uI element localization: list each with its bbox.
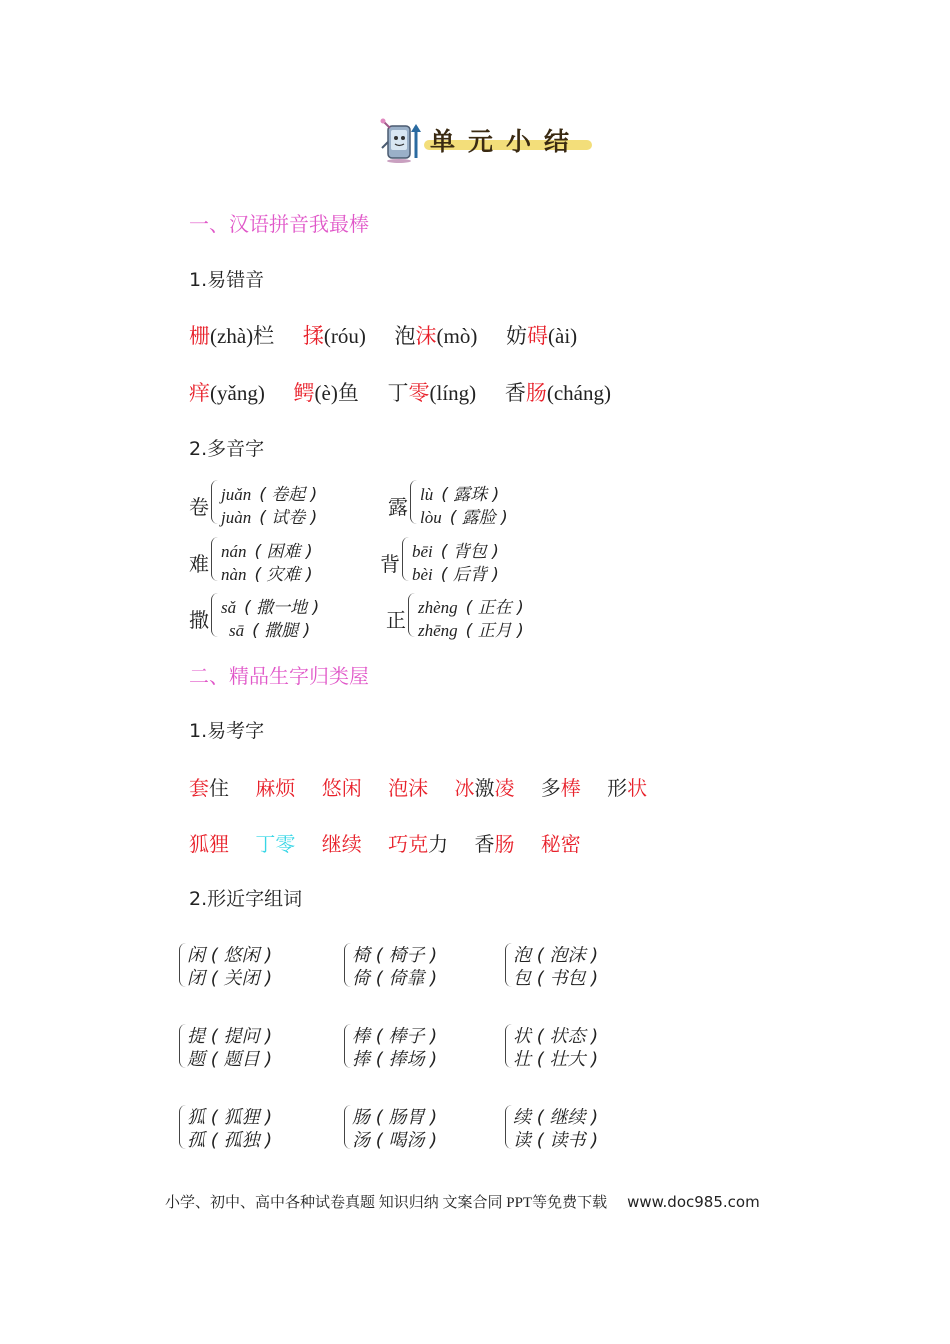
subheading-similar-chars: 2.形近字组词: [189, 888, 303, 910]
word-item: 巧克力: [388, 832, 449, 856]
word-item: 冰激凌: [454, 776, 515, 800]
reading-line: bèi ( 后背 ): [412, 565, 499, 585]
word-item: 秘密: [540, 832, 581, 856]
brace: [211, 593, 218, 637]
similar-line: 闭 ( 关闭 ): [187, 968, 273, 989]
footer-text: 小学、初中、高中各种试卷真题 知识归纳 文案合同 PPT等免费下载: [165, 1195, 608, 1211]
reading-line: juǎn ( 卷起 ): [221, 485, 318, 505]
polyphonic-char: 难: [189, 552, 209, 576]
reading-line: juàn ( 试卷 ): [221, 508, 318, 528]
polyphonic-char: 背: [380, 552, 400, 576]
similar-char-group: [179, 1022, 329, 1072]
word-item: 鳄(è)鱼: [293, 381, 359, 405]
polyphonic-group: [189, 591, 379, 641]
similar-line: 提 ( 提问 ): [187, 1026, 273, 1047]
word-item: 麻烦: [255, 776, 296, 800]
similar-line: 壮 ( 壮大 ): [513, 1049, 599, 1070]
word-item: 丁零: [255, 832, 296, 856]
reading-line: lù ( 露珠 ): [420, 485, 500, 505]
brace: [179, 1105, 186, 1149]
polyphonic-group: [388, 478, 578, 528]
reading-line: bēi ( 背包 ): [412, 542, 499, 562]
similar-char-group: [344, 1103, 494, 1153]
subheading-test-words: 1.易考字: [189, 720, 265, 742]
reading-line: nán ( 困难 ): [221, 542, 313, 562]
polyphonic-char: 露: [388, 495, 408, 519]
polyphonic-group: [189, 478, 379, 528]
word-item: 香肠(cháng): [504, 381, 611, 405]
similar-char-group: [179, 1103, 329, 1153]
unit-summary-title: [376, 118, 606, 162]
phone-mascot-icon: [376, 118, 430, 164]
word-item: 香肠: [474, 832, 515, 856]
brace: [505, 1105, 512, 1149]
brace: [211, 480, 218, 524]
similar-line: 肠 ( 肠胃 ): [352, 1107, 438, 1128]
reading-line: lòu ( 露脸 ): [420, 508, 508, 528]
word-item: 丁零(líng): [387, 381, 477, 405]
reading-line: sǎ ( 撒一地 ): [221, 598, 320, 618]
polyphonic-char: 正: [386, 608, 406, 632]
brace: [179, 1024, 186, 1068]
word-item: 泡沫: [388, 776, 429, 800]
error-prone-row-1: [189, 320, 577, 350]
brace: [402, 537, 409, 581]
word-item: 栅(zhà)栏: [189, 324, 275, 348]
reading-line: zhèng ( 正在 ): [418, 598, 524, 618]
word-item: 继续: [321, 832, 362, 856]
brace: [505, 1024, 512, 1068]
brace: [344, 1024, 351, 1068]
similar-line: 倚 ( 倚靠 ): [352, 968, 438, 989]
reading-line: sā ( 撒腿 ): [229, 621, 311, 641]
test-words-row-1: [189, 772, 647, 801]
similar-char-group: [344, 1022, 494, 1072]
word-item: 套住: [189, 776, 229, 800]
similar-line: 状 ( 状态 ): [513, 1026, 599, 1047]
polyphonic-group: [189, 535, 379, 585]
similar-line: 椅 ( 椅子 ): [352, 945, 438, 966]
similar-line: 汤 ( 喝汤 ): [352, 1130, 438, 1151]
subheading-error-prone: 1.易错音: [189, 269, 265, 291]
similar-line: 棒 ( 棒子 ): [352, 1026, 438, 1047]
similar-line: 狐 ( 狐狸 ): [187, 1107, 273, 1128]
similar-line: 闲 ( 悠闲 ): [187, 945, 273, 966]
page-footer: [165, 1191, 760, 1212]
error-prone-row-2: [189, 377, 611, 407]
similar-line: 读 ( 读书 ): [513, 1130, 599, 1151]
word-item: 多棒: [540, 776, 581, 800]
polyphonic-char: 撒: [189, 608, 209, 632]
subheading-polyphonic: 2.多音字: [189, 438, 265, 460]
reading-line: zhēng ( 正月 ): [418, 621, 524, 641]
similar-line: 捧 ( 捧场 ): [352, 1049, 438, 1070]
brace: [179, 943, 186, 987]
reading-line: nàn ( 灾难 ): [221, 565, 313, 585]
similar-char-group: [505, 1022, 655, 1072]
section-heading-pinyin: 一、汉语拼音我最棒: [189, 212, 369, 236]
word-item: 悠闲: [321, 776, 362, 800]
similar-line: 泡 ( 泡沫 ): [513, 945, 599, 966]
polyphonic-group: [386, 591, 586, 641]
brace: [410, 480, 417, 524]
brace: [505, 943, 512, 987]
word-item: 痒(yǎng): [189, 381, 265, 405]
similar-line: 包 ( 书包 ): [513, 968, 599, 989]
similar-line: 题 ( 题目 ): [187, 1049, 273, 1070]
similar-char-group: [179, 941, 329, 991]
polyphonic-char: 卷: [189, 495, 209, 519]
title-text: 单元小结: [430, 127, 583, 156]
word-item: 泡沫(mò): [394, 324, 478, 348]
similar-char-group: [505, 941, 655, 991]
similar-char-group: [505, 1103, 655, 1153]
similar-line: 孤 ( 孤独 ): [187, 1130, 273, 1151]
word-item: 妨碍(ài): [506, 324, 578, 348]
test-words-row-2: [189, 828, 581, 857]
similar-char-group: [344, 941, 494, 991]
section-heading-characters: 二、精品生字归类屋: [189, 664, 369, 688]
brace: [344, 943, 351, 987]
word-item: 狐狸: [189, 832, 229, 856]
footer-url[interactable]: www.doc985.com: [627, 1193, 760, 1211]
brace: [344, 1105, 351, 1149]
word-item: 形状: [607, 776, 648, 800]
brace: [211, 537, 218, 581]
brace: [408, 593, 415, 637]
word-item: 揉(róu): [302, 324, 366, 348]
polyphonic-group: [380, 535, 570, 585]
similar-line: 续 ( 继续 ): [513, 1107, 599, 1128]
